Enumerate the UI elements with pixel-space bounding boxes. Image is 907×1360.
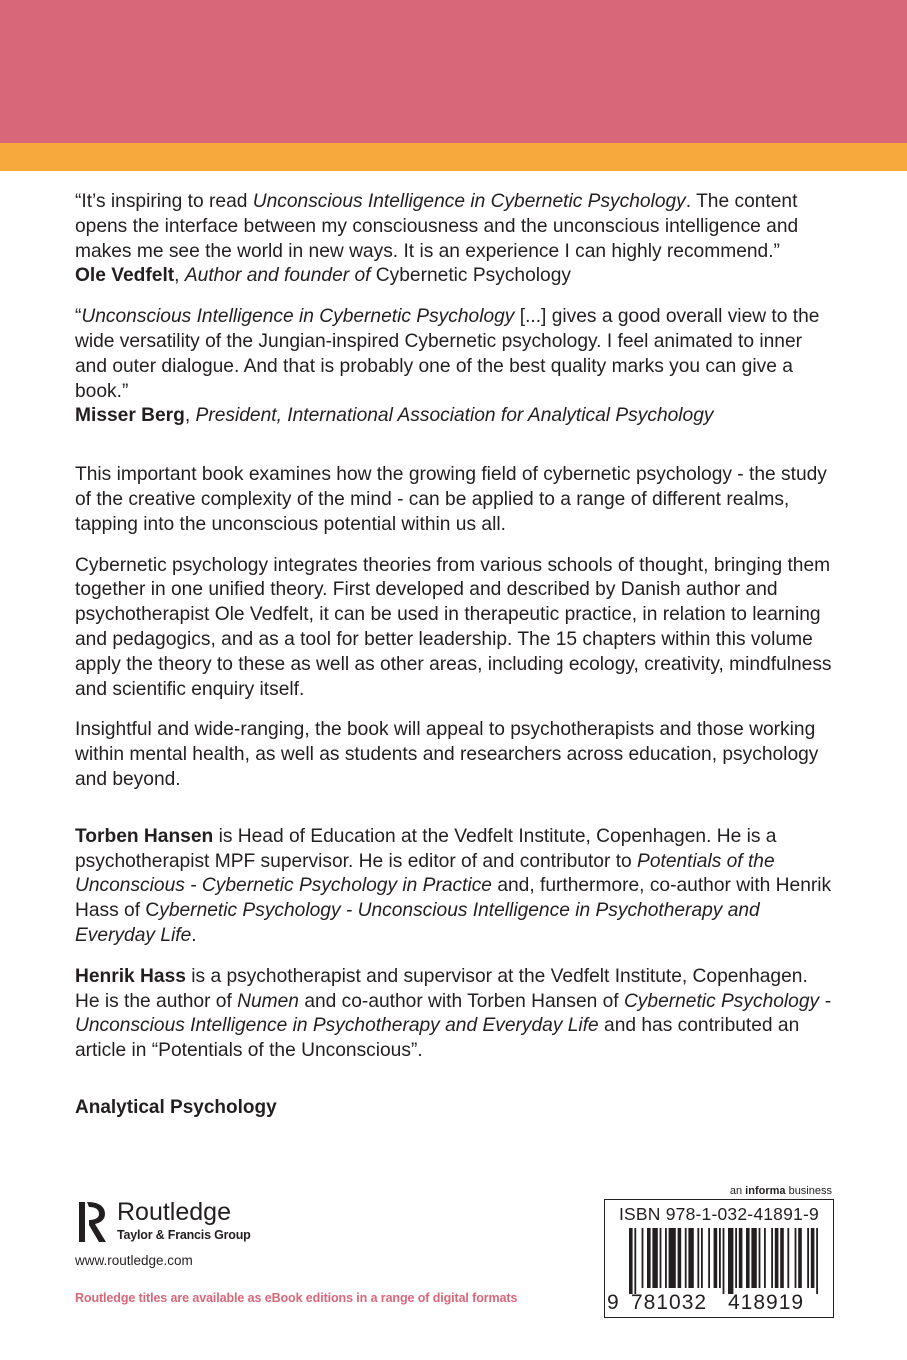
author-bio-hass: Henrik Hass is a psychotherapist and supervisor at the Vedfelt Institute, Copenhagen. He is the author of Numen and co-author with Torben Hansen of Cybernetic Psychology - Unconscious Intelligence in Psychotherapy and Everyday Life and has contributed an article in “Potentials of the Unconscious”.: [75, 965, 831, 1062]
description-paragraph-2: Cybernetic psychology integrates theories from various schools of thought, bringing them together in one unified theory. First developed and described by Danish author and psychotherapist Ole Vedfelt, it can be used in therapeutic practice, in relation to learning and pedagogics, and as a tool for better leadership. The 15 chapters within this volume apply the theory to these as well as other areas, including ecology, creativity, mindfulness and scientific enquiry itself.: [75, 554, 832, 700]
barcode-bar: [764, 1228, 766, 1288]
barcode-bar: [688, 1228, 693, 1288]
endorser-name: Misser Berg: [75, 405, 185, 427]
barcode-bar: [697, 1228, 699, 1288]
barcode-digit-first: 9: [607, 1291, 619, 1314]
informa-business-label: an informa business: [729, 1185, 832, 1197]
barcode-bar: [652, 1228, 657, 1288]
barcode-bar: [739, 1228, 743, 1288]
barcode-bar: [723, 1228, 725, 1294]
endorsement-1-quote: “It’s inspiring to read Unconscious Intelligence in Cybernetic Psychology. The content opens the interface between my consciousness and the unconscious intelligence and makes me see the world in new ways. It is an experience I can highly recommend.”: [75, 191, 799, 262]
barcode-bar: [708, 1228, 710, 1288]
isbn-label: ISBN 978-1-032-41891-9: [619, 1204, 819, 1224]
barcode-bar: [719, 1228, 721, 1288]
barcode-bar: [735, 1228, 737, 1288]
author-bio-hansen: Torben Hansen is Head of Education at the Vedfelt Institute, Copenhagen. He is a psychotherapist MPF supervisor. He is editor of and contributor to Potentials of the Unconscious - Cybernetic Psychology in Practice and, furthermore, co-author with Henrik Hass of Cybernetic Psychology - Unconscious Intelligence in Psychotherapy and Everyday Life.: [75, 825, 832, 946]
ebook-note: Routledge titles are available as eBook editions in a range of digital formats: [75, 1291, 518, 1305]
barcode-bar: [669, 1228, 676, 1288]
barcode-bar: [728, 1228, 733, 1294]
barcode-bar: [807, 1228, 809, 1288]
barcode-bar: [642, 1228, 644, 1288]
barcode-bar: [665, 1228, 667, 1288]
publisher-name: Routledge: [117, 1198, 231, 1226]
barcode-bar: [685, 1228, 687, 1288]
barcode-bar: [816, 1228, 818, 1294]
barcode-bar: [678, 1228, 682, 1288]
barcode-digits-left: 781032: [631, 1291, 708, 1314]
isbn-barcode: [604, 1199, 834, 1318]
endorsement-1-attribution: Ole Vedfelt, Author and founder of Cybernetic Psychology: [75, 265, 571, 287]
endorsement-2-quote: “Unconscious Intelligence in Cybernetic Psychology [...] gives a good overall view to the wide versatility of the Jungian-inspired Cybernetic psychology. I feel animated to inner and outer dialogue. And that is probably one of the best quality marks you can give a book.”: [75, 306, 820, 402]
barcode-bar: [780, 1228, 784, 1288]
barcode-bar: [714, 1228, 718, 1288]
barcode-bar: [751, 1228, 756, 1288]
barcode-bar: [629, 1228, 633, 1294]
barcode-bar: [811, 1228, 815, 1288]
barcode-bar: [795, 1228, 797, 1288]
series-title: Analytical Psychology: [75, 1096, 277, 1118]
barcode-bar: [647, 1228, 651, 1288]
endorsement-2-attribution: Misser Berg, President, International Association for Analytical Psychology: [75, 405, 714, 427]
barcode-bar: [787, 1228, 789, 1288]
top-orange-band: [0, 143, 907, 171]
barcode-digits-right: 418919: [728, 1291, 805, 1314]
barcode-bar: [746, 1228, 750, 1288]
description-paragraph-1: This important book examines how the growing field of cybernetic psychology - the study of the creative complexity of the mind - can be applied to a range of different realms, tapping into the unconscious potential within us all.: [75, 464, 827, 535]
routledge-logo: [75, 1198, 275, 1248]
top-pink-band: [0, 0, 907, 143]
barcode-bar: [634, 1228, 636, 1294]
barcode-bar: [775, 1228, 779, 1288]
publisher-group: Taylor & Francis Group: [117, 1228, 251, 1242]
publisher-website[interactable]: www.routledge.com: [75, 1253, 193, 1268]
barcode-bar: [660, 1228, 662, 1288]
description-paragraph-3: Insightful and wide-ranging, the book will appeal to psychotherapists and those working within mental health, as well as students and researchers across education, psychology and beyond.: [75, 719, 819, 790]
barcode-bar: [798, 1228, 802, 1288]
barcode-bar: [701, 1228, 703, 1288]
routledge-r-icon: [75, 1198, 111, 1246]
barcode-bar: [759, 1228, 761, 1288]
endorser-name: Ole Vedfelt: [75, 265, 175, 287]
back-cover-text: [75, 190, 835, 1121]
barcode-bar: [771, 1228, 773, 1288]
